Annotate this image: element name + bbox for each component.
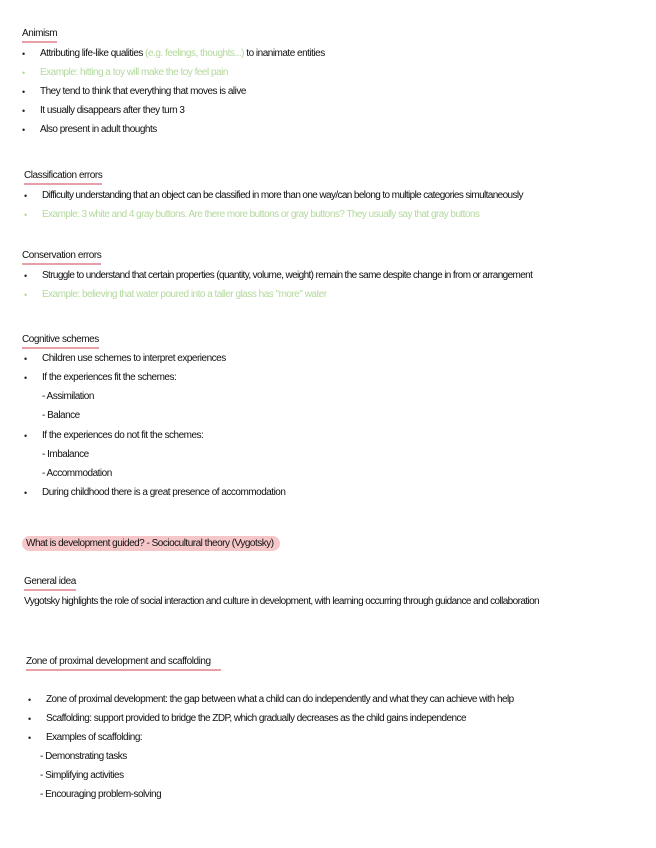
- bullet: •: [28, 714, 32, 724]
- bullet: •: [22, 106, 26, 116]
- zpd-item-1: Zone of proximal development: the gap between what a child can do independently and what they can achieve with help: [46, 694, 514, 705]
- heading-animism: Animism: [22, 28, 57, 43]
- animism-item-1: [40, 48, 325, 60]
- schemes-item-3: If the experiences do not fit the schemes:: [42, 430, 204, 441]
- note-text: (e.g. feelings, thoughts...): [145, 48, 245, 59]
- classification-item-1: Difficulty understanding that an object can be classified in more than one way/can belong to multiple categories simultaneously: [42, 190, 523, 201]
- bullet: •: [24, 290, 28, 300]
- vygotsky-highlight-heading: What is development guided? - Sociocultural theory (Vygotsky): [22, 536, 280, 551]
- bullet: •: [24, 373, 28, 383]
- bullet: •: [24, 271, 28, 281]
- animism-item-3: They tend to think that everything that moves is alive: [40, 86, 246, 97]
- bullet: •: [24, 191, 28, 201]
- schemes-item-1: Children use schemes to interpret experiences: [42, 353, 226, 364]
- heading-general-idea: General idea: [24, 576, 76, 591]
- bullet: •: [24, 488, 28, 498]
- schemes-subitem: - Imbalance: [42, 449, 89, 460]
- bullet: •: [22, 87, 26, 97]
- bullet: •: [24, 210, 28, 220]
- zpd-subitem: - Simplifying activities: [40, 770, 124, 781]
- bullet: •: [24, 431, 28, 441]
- zpd-item-3: Examples of scaffolding:: [46, 732, 143, 743]
- general-idea-text: Vygotsky highlights the role of social interaction and culture in development, with learning occurring through guidance and collaboration: [24, 596, 540, 607]
- schemes-subitem: - Balance: [42, 410, 80, 421]
- schemes-item-4: During childhood there is a great presence of accommodation: [42, 487, 286, 498]
- classification-example: Example: 3 white and 4 gray buttons. Are there more buttons or gray buttons? They usually say that gray buttons: [42, 209, 480, 220]
- conservation-example: Example: believing that water poured into a taller glass has "more" water: [42, 289, 327, 300]
- heading-schemes: Cognitive schemes: [22, 334, 99, 349]
- bullet: •: [22, 49, 26, 59]
- text: Attributing life-like qualities: [40, 48, 146, 59]
- bullet: •: [22, 68, 26, 78]
- schemes-subitem: - Accommodation: [42, 468, 112, 479]
- text: to inanimate entities: [244, 48, 325, 59]
- conservation-item-1: Struggle to understand that certain properties (quantity, volume, weight) remain the same despite change in from or arrangement: [42, 270, 533, 281]
- heading-zpd: Zone of proximal development and scaffolding: [26, 656, 221, 671]
- animism-item-4: It usually disappears after they turn 3: [40, 105, 185, 116]
- bullet: •: [24, 354, 28, 364]
- animism-item-5: Also present in adult thoughts: [40, 124, 157, 135]
- zpd-item-2: Scaffolding: support provided to bridge the ZDP, which gradually decreases as the child gains independence: [46, 713, 466, 724]
- animism-example: Example: hitting a toy will make the toy feel pain: [40, 67, 228, 78]
- bullet: •: [28, 695, 32, 705]
- zpd-subitem: - Demonstrating tasks: [40, 751, 127, 762]
- bullet: •: [28, 733, 32, 743]
- zpd-subitem: - Encouraging problem-solving: [40, 789, 162, 800]
- schemes-item-2: If the experiences fit the schemes:: [42, 372, 177, 383]
- heading-conservation: Conservation errors: [22, 250, 101, 265]
- schemes-subitem: - Assimilation: [42, 391, 94, 402]
- heading-classification: Classification errors: [24, 170, 102, 185]
- bullet: •: [22, 125, 26, 135]
